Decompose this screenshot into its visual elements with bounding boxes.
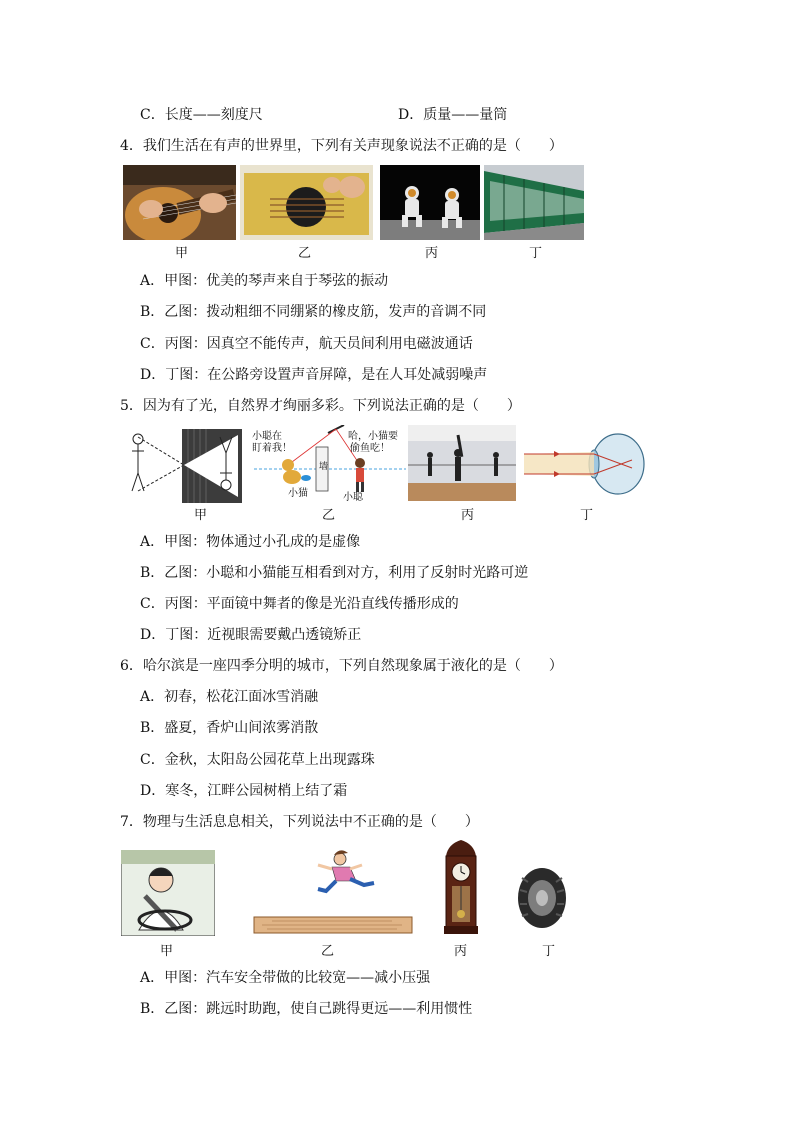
q4-option-b: B．乙图：拨动粗细不同绷紧的橡皮筋，发声的音调不同 [140, 304, 487, 320]
wall-label: 墙 [319, 462, 329, 472]
q6-option-d: D．寒冬，江畔公园树梢上结了霜 [140, 783, 348, 799]
q7-caption-yi: 乙 [321, 944, 335, 959]
pendulum-clock-photo [440, 838, 482, 936]
q7-option-a: A．甲图：汽车安全带做的比较宽——减小压强 [140, 970, 431, 986]
astronauts-photo [380, 165, 480, 240]
q4-stem: 4．我们生活在有声的世界里，下列有关声现象说法不正确的是（ ） [120, 138, 563, 154]
q6-option-a: A．初春，松花江面冰雪消融 [140, 689, 319, 705]
rubber-band-box-photo [240, 165, 373, 240]
q6-option-c: C．金秋，太阳岛公园花草上出现露珠 [140, 752, 375, 768]
pinhole-diagram [122, 423, 242, 503]
q4-caption-ding: 丁 [529, 246, 543, 261]
guitar-photo [123, 165, 236, 240]
q3-option-c: C．长度——刻度尺 [140, 107, 263, 123]
q4-caption-yi: 乙 [298, 246, 312, 261]
q5-caption-bing: 丙 [461, 508, 475, 523]
q6-option-b: B．盛夏，香炉山间浓雾消散 [140, 720, 319, 736]
bubble-left-line1: 小聪在 [252, 431, 282, 442]
seatbelt-driver-drawing [121, 850, 215, 936]
q5-caption-jia: 甲 [194, 508, 208, 523]
sound-barrier-photo [484, 165, 584, 240]
q4-option-d: D．丁图：在公路旁设置声音屏障，是在人耳处减弱噪声 [140, 367, 488, 383]
long-jump-drawing [252, 845, 414, 937]
cat-label: 小猫 [288, 488, 308, 499]
q4-option-c: C．丙图：因真空不能传声，航天员间利用电磁波通话 [140, 336, 473, 352]
q3-option-d: D．质量——量筒 [398, 107, 508, 123]
q7-caption-jia: 甲 [160, 944, 174, 959]
bubble-left-line2: 盯着我！ [252, 443, 292, 454]
bubble-right-line1: 哈，小猫要 [348, 431, 398, 442]
q7-option-b: B．乙图：跳远时助跑，使自己跳得更远——利用惯性 [140, 1001, 473, 1017]
q6-stem: 6．哈尔滨是一座四季分明的城市，下列自然现象属于液化的是（ ） [120, 658, 563, 674]
q5-option-c: C．丙图：平面镜中舞者的像是光沿直线传播形成的 [140, 596, 459, 612]
q5-stem: 5．因为有了光，自然界才绚丽多彩。下列说法正确的是（ ） [120, 398, 521, 414]
q4-caption-jia: 甲 [175, 246, 189, 261]
q7-caption-ding: 丁 [542, 944, 556, 959]
boy-label: 小聪 [343, 492, 363, 503]
dancers-photo [408, 425, 516, 501]
q7-stem: 7．物理与生活息息相关，下列说法中不正确的是（ ） [120, 814, 479, 830]
q4-caption-bing: 丙 [425, 246, 439, 261]
q5-option-a: A．甲图：物体通过小孔成的是虚像 [140, 534, 361, 550]
q5-option-d: D．丁图：近视眼需要戴凸透镜矫正 [140, 627, 362, 643]
bubble-right-line2: 偷鱼吃！ [350, 443, 390, 454]
q5-option-b: B．乙图：小聪和小猫能互相看到对方，利用了反射时光路可逆 [140, 565, 529, 581]
tire-photo [516, 866, 568, 930]
myopia-eye-diagram [524, 428, 648, 500]
q5-caption-yi: 乙 [322, 508, 336, 523]
q4-option-a: A．甲图：优美的琴声来自于琴弦的振动 [140, 273, 389, 289]
q5-caption-ding: 丁 [580, 508, 594, 523]
q7-caption-bing: 丙 [454, 944, 468, 959]
